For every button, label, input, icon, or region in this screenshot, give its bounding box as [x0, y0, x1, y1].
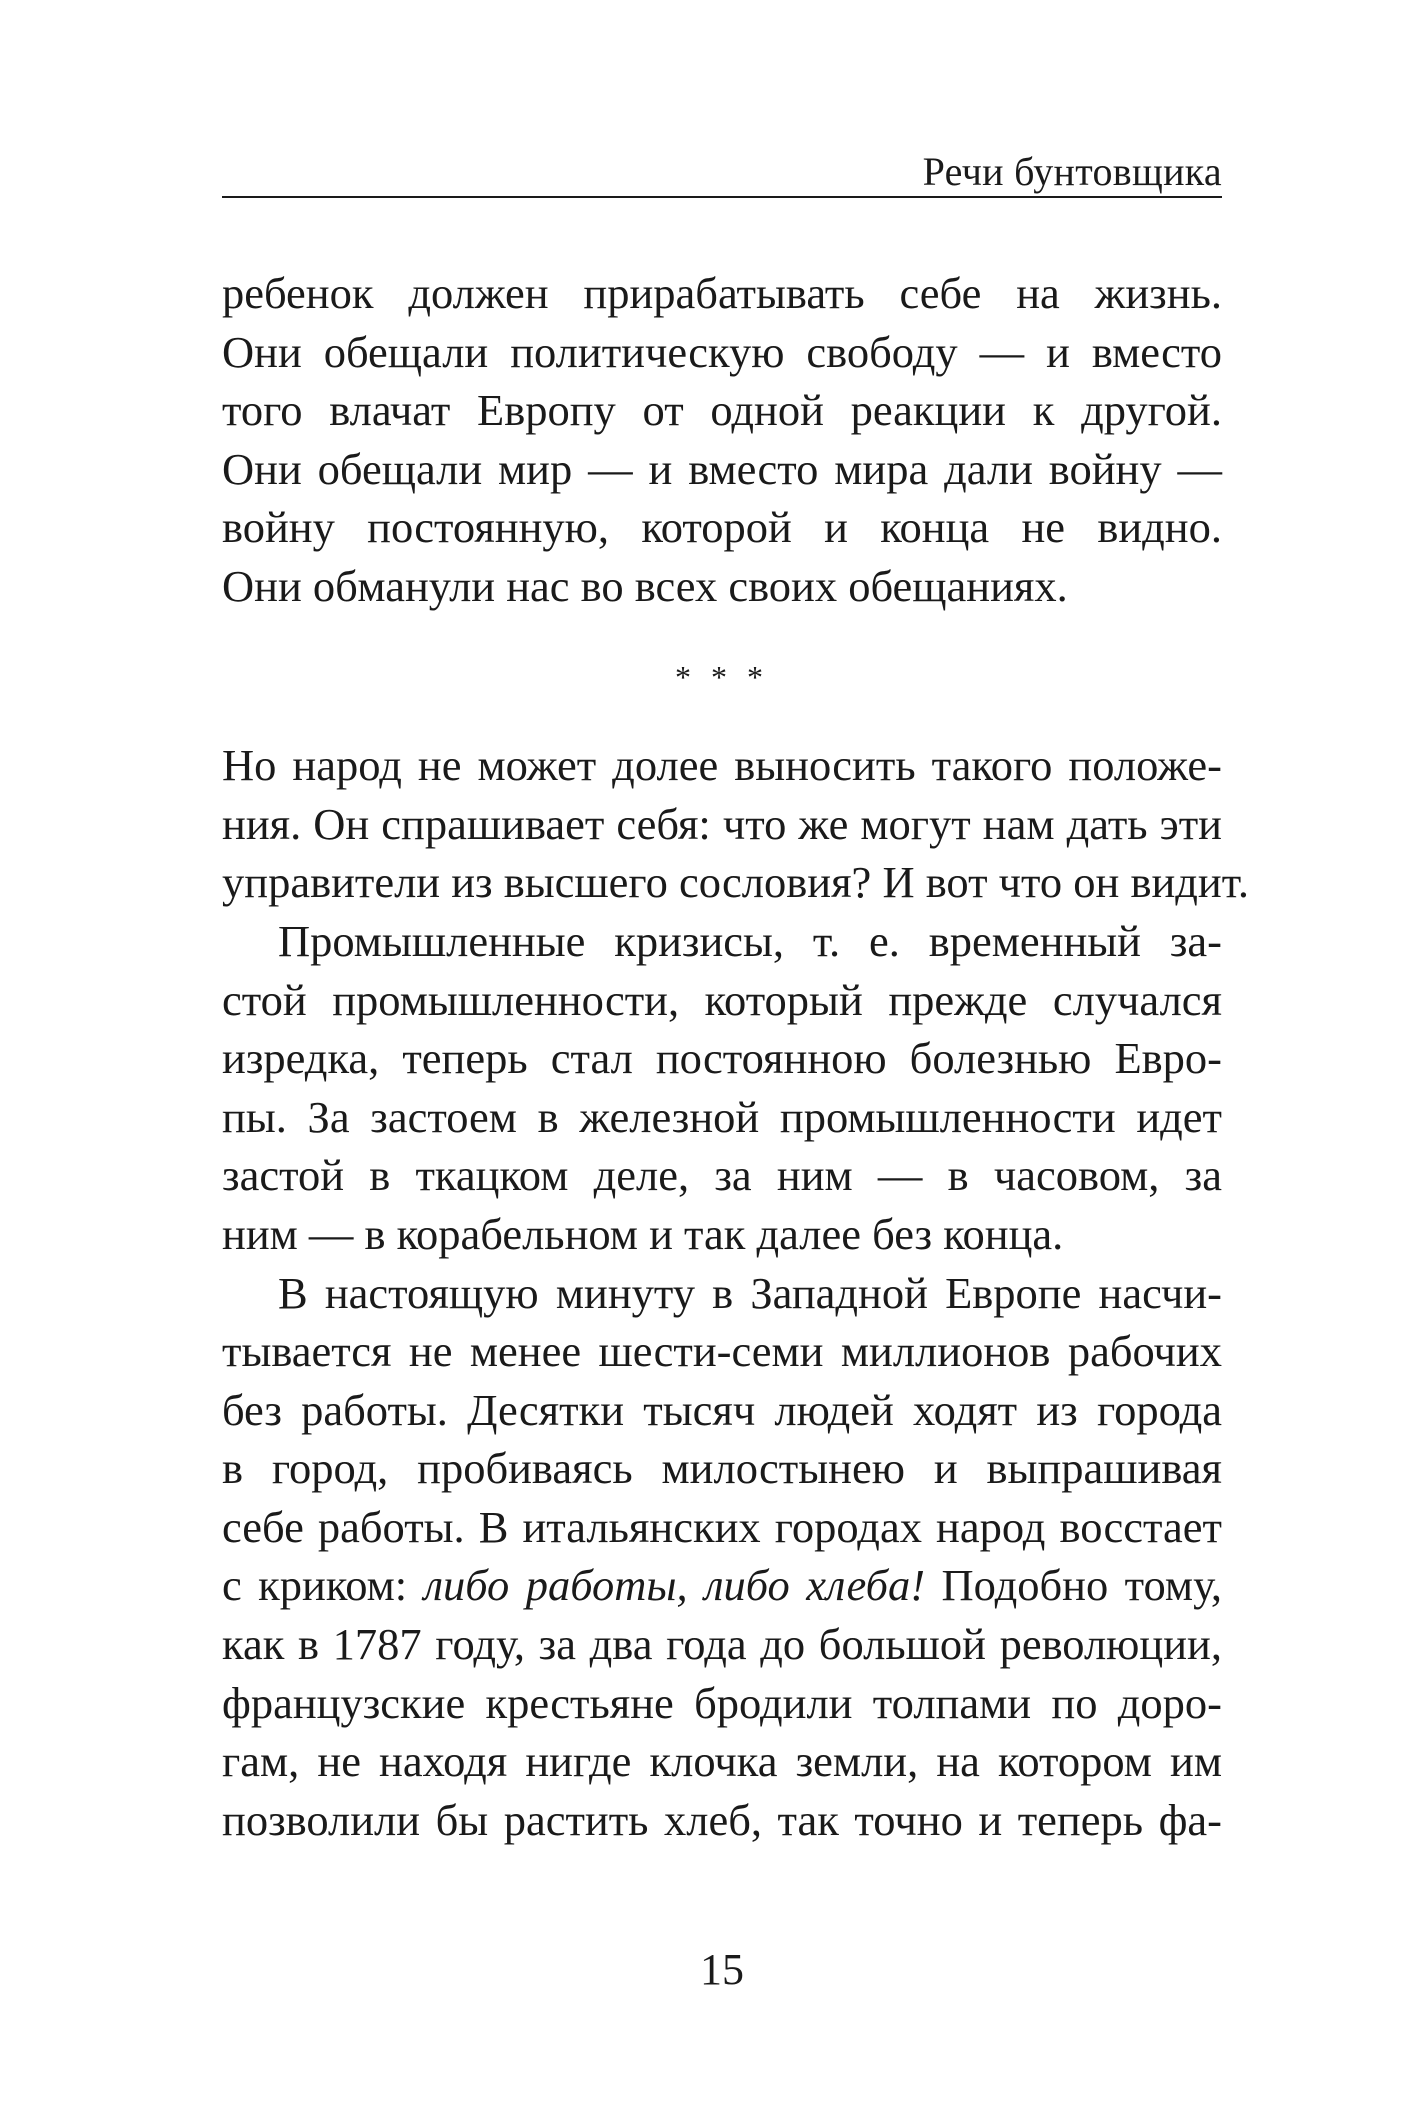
emphasis-text: либо работы, либо хлеба! [423, 1560, 926, 1611]
text-line: ния. Он спрашивает себя: что же могут нам дать эти [222, 798, 1222, 849]
text-line: ребенок должен прирабатывать себе на жизнь. [222, 268, 1222, 318]
text-line: в город, пробиваясь милостынею и выпрашивая [222, 1443, 1222, 1494]
text-line: Промышленные кризисы, т. е. временный за- [278, 915, 1222, 966]
text-line: управители из высшего сословия? И вот что он видит. [222, 857, 1249, 908]
page-body [222, 264, 1249, 1849]
text-line: Они обманули нас во всех своих обещаниях. [222, 560, 1068, 611]
text-line: Они обещали мир — и вместо мира дали войну — [222, 443, 1222, 494]
page-number: 15 [700, 1945, 744, 1994]
text-line: того влачат Европу от одной реакции к другой. [222, 385, 1222, 436]
text-line: пы. За застоем в железной промышленности идет [222, 1091, 1222, 1142]
text-line: тывается не менее шести-семи миллионов рабочих [222, 1326, 1222, 1377]
text-line: Но народ не может долее выносить такого положе- [222, 740, 1222, 791]
text-line: гам, не находя нигде клочка земли, на котором им [222, 1736, 1222, 1787]
text-line: французские крестьяне бродили толпами по доро- [222, 1677, 1222, 1728]
header-rule [222, 196, 1222, 198]
text-line: Они обещали политическую свободу — и вместо [222, 326, 1222, 377]
paragraph-1 [222, 264, 1222, 616]
text-line: изредка, теперь стал постоянною болезнью Евро- [222, 1033, 1222, 1084]
running-title: Речи бунтовщика [922, 149, 1222, 194]
text-line: без работы. Десятки тысяч людей ходят из города [222, 1384, 1222, 1435]
text-line: застой в ткацком деле, за ним — в часовом, за [222, 1150, 1222, 1201]
text-line: стой промышленности, который прежде случался [222, 974, 1222, 1025]
text-line: позволили бы растить хлеб, так точно и теперь фа- [222, 1794, 1222, 1845]
text-line-with-emphasis [222, 1556, 1222, 1615]
paragraph-3 [222, 912, 1222, 1264]
text-line: ним — в корабельном и так далее без конца. [222, 1208, 1064, 1259]
text-segment: Подобно тому, [925, 1560, 1222, 1611]
text-line: как в 1787 году, за два года до большой революции, [222, 1619, 1222, 1670]
paragraph-4 [222, 1264, 1222, 1850]
text-line: В настоящую минуту в Западной Европе насчи- [278, 1267, 1222, 1318]
section-separator: * * * [675, 658, 769, 695]
paragraph-2 [222, 736, 1249, 912]
text-line: войну постоянную, которой и конца не видно. [222, 502, 1222, 553]
text-line: себе работы. В итальянских городах народ восстает [222, 1501, 1222, 1552]
text-segment: с криком: [222, 1560, 424, 1611]
